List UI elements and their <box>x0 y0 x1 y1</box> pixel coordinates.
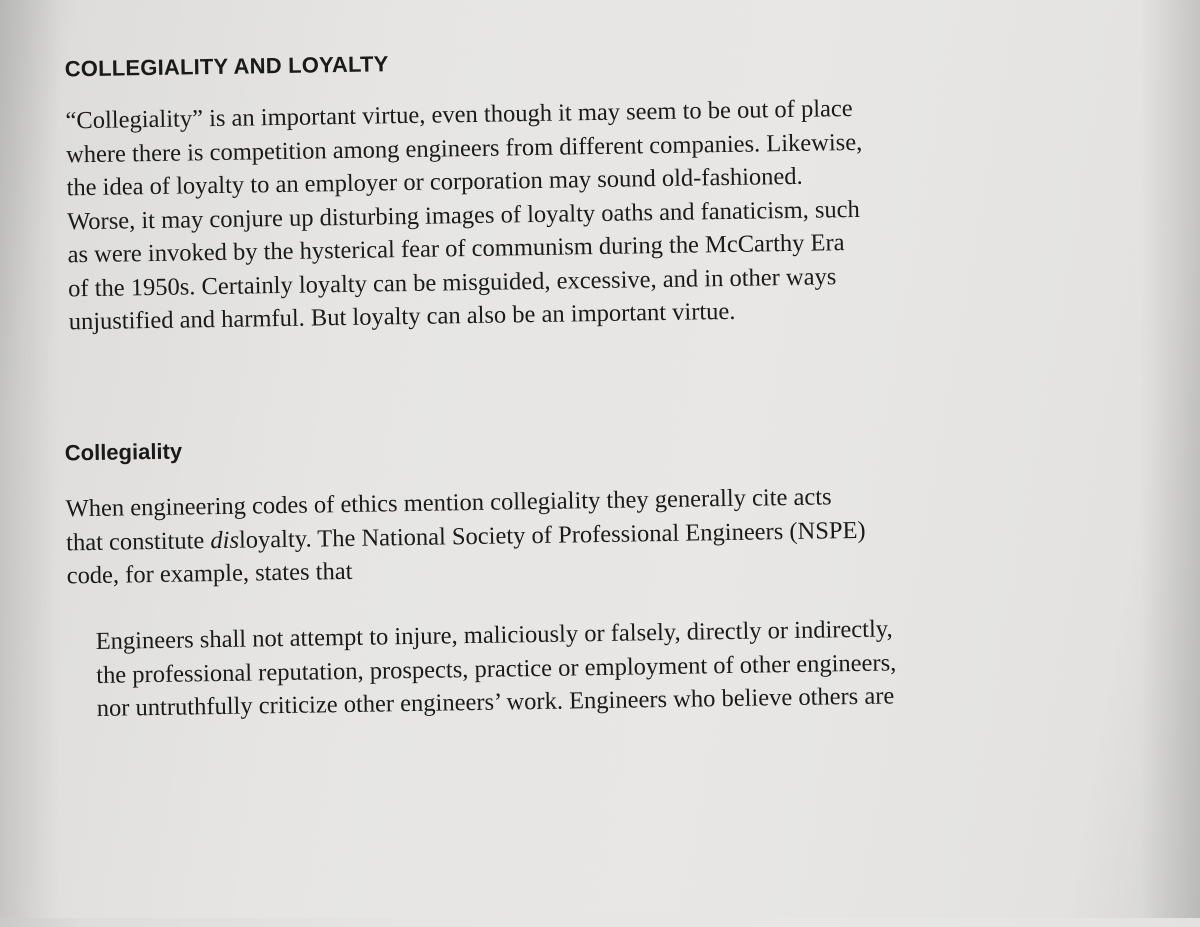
paragraph-line: where there is competition among engineers from different companies. Likewise, <box>65 128 863 168</box>
paragraph-line: unjustified and harmful. But loyalty can also be an important virtue. <box>68 297 736 336</box>
paragraph-line: code, for example, states that <box>66 557 353 590</box>
line-text: loyalty. The National Society of Professional Engineers (NSPE) <box>238 516 866 554</box>
paragraph-line: When engineering codes of ethics mention collegiality they generally cite acts <box>65 483 832 523</box>
quote-line: nor untruthfully criticize other engineers’ work. Engineers who believe others are <box>96 682 895 722</box>
collegiality-paragraph <box>65 477 1070 593</box>
page-edge-shadow-left <box>0 0 60 918</box>
line-text: that constitute <box>65 526 211 556</box>
paragraph-line: “Collegiality” is an important virtue, even though it may seem to be out of place <box>65 94 853 135</box>
intro-paragraph <box>65 89 1069 339</box>
subsection-title: Collegiality <box>64 438 183 466</box>
quote-line: the professional reputation, prospects, practice or employment of other engineers, <box>96 648 897 689</box>
nspe-code-quote <box>95 610 1076 726</box>
quote-line: Engineers shall not attempt to injure, maliciously or falsely, directly or indirectly, <box>95 615 893 655</box>
paragraph-line: Worse, it may conjure up disturbing images of loyalty oaths and fanaticism, such <box>66 195 860 235</box>
page-edge-shadow-right <box>1140 0 1200 918</box>
paragraph-line: of the 1950s. Certainly loyalty can be misguided, excessive, and in other ways <box>67 262 837 302</box>
section-title: COLLEGIALITY AND LOYALTY <box>64 51 389 82</box>
paragraph-line: as were invoked by the hysterical fear of communism during the McCarthy Era <box>67 229 845 269</box>
paragraph-line: the idea of loyalty to an employer or corporation may sound old-fashioned. <box>66 162 803 202</box>
emphasis-text: dis <box>210 526 240 554</box>
